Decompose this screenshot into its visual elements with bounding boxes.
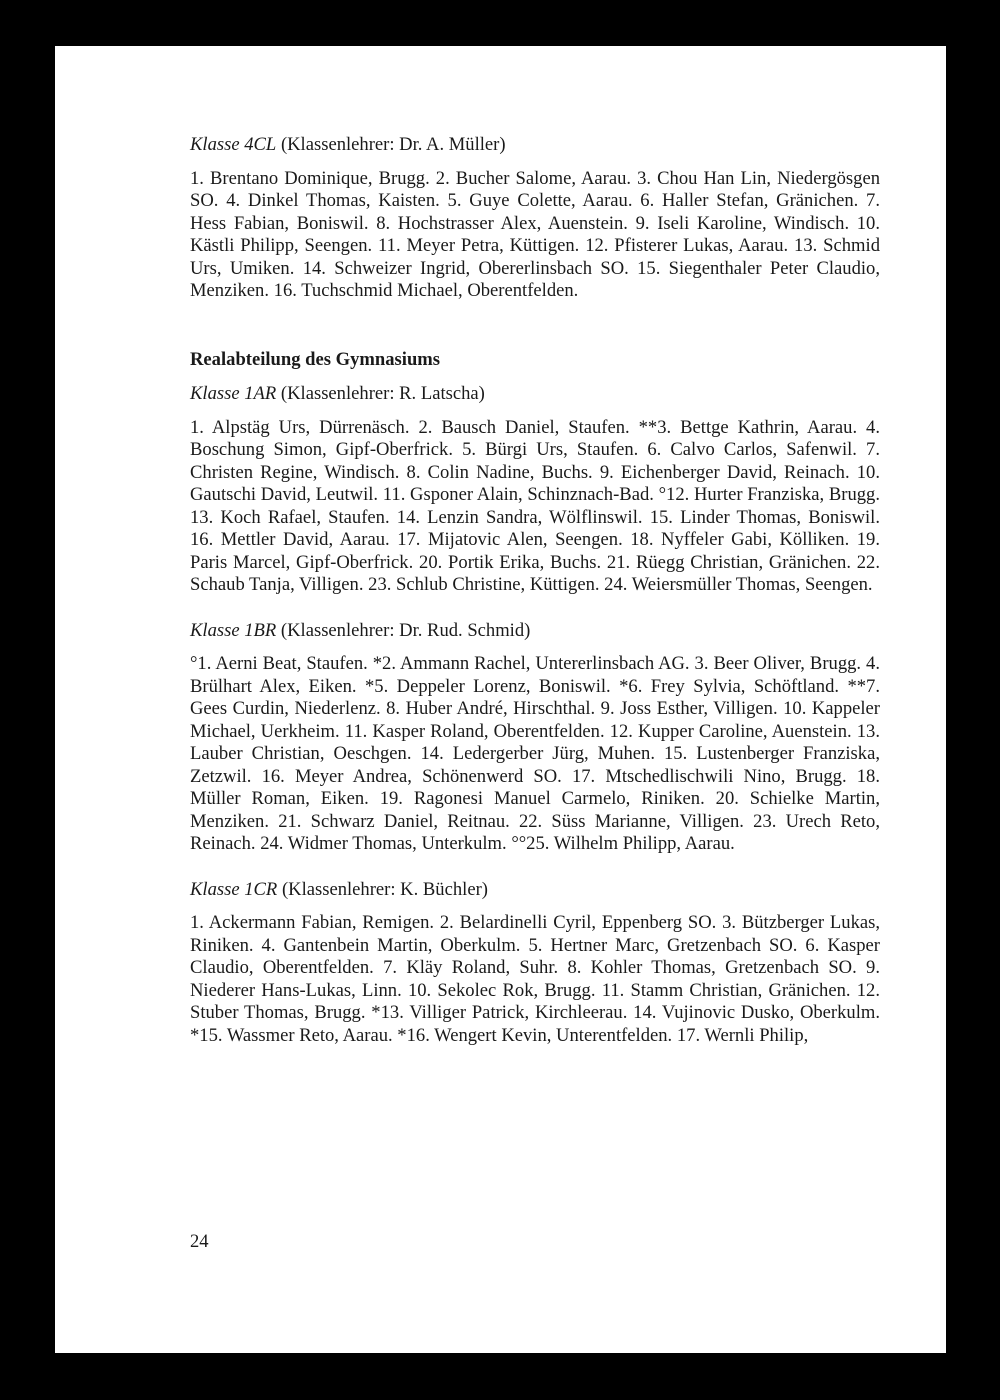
class-1ar-teacher: (Klassenlehrer: R. Latscha) <box>280 383 485 404</box>
class-4cl-students: 1. Brentano Dominique, Brugg. 2. Bucher Salome, Aarau. 3. Chou Han Lin, Niedergösgen SO. 4. Dinkel Thomas, Kaisten. 5. Guye Colette, Aarau. 6. Haller Stefan, Gränichen. 7. Hess Fabian, Boniswil. 8. Hochstrasser Alex, Auenstein. 9. Iseli Karoline, Windisch. 10. Kästli Philipp, Seengen. 11. Meyer Petra, Küttigen. 12. Pfisterer Lukas, Aarau. 13. Schmid Urs, Umiken. 14. Schweizer Ingrid, Obererlinsbach SO. 15. Siegenthaler Peter Claudio, Menziken. 16. Tuchschmid Michael, Oberentfelden. <box>190 167 880 301</box>
class-1cr-header <box>190 879 880 902</box>
page-number: 24 <box>190 1231 209 1252</box>
class-4cl-teacher: (Klassenlehrer: Dr. A. Müller) <box>280 134 506 155</box>
real-section-heading: Realabteilung des Gymnasiums <box>190 348 441 370</box>
class-4cl-header <box>190 134 880 157</box>
class-1br-teacher: (Klassenlehrer: Dr. Rud. Schmid) <box>280 619 531 641</box>
class-1ar-name: Klasse 1AR <box>190 383 277 404</box>
class-1ar-students: 1. Alpstäg Urs, Dürrenäsch. 2. Bausch Daniel, Staufen. **3. Bettge Kathrin, Aarau. 4. Boschung Simon, Gipf-Oberfrick. 5. Bürgi Urs, Staufen. 6. Calvo Carlos, Safenwil. 7. Christen Regine, Windisch. 8. Colin Nadine, Buchs. 9. Eichenberger David, Reinach. 10. Gautschi David, Leutwil. 11. Gsponer Alain, Schinznach-Bad. °12. Hurter Franziska, Brugg. 13. Koch Rafael, Staufen. 14. Lenzin Sandra, Wölflinswil. 15. Linder Thomas, Boniswil. 16. Mettler David, Aarau. 17. Mijatovic Alen, Seengen. 18. Nyffeler Gabi, Kölliken. 19. Paris Marcel, Gipf-Oberfrick. 20. Portik Erika, Buchs. 21. Rüegg Christian, Gränichen. 22. Schaub Tanja, Villigen. 23. Schlub Christine, Küttigen. 24. Weiersmüller Thomas, Seengen. <box>190 416 880 595</box>
class-1cr-name: Klasse 1CR <box>190 878 278 900</box>
class-1cr-teacher: (Klassenlehrer: K. Büchler) <box>281 878 488 900</box>
class-1br-students: °1. Aerni Beat, Staufen. *2. Ammann Rachel, Untererlinsbach AG. 3. Beer Oliver, Brugg. 4. Brülhart Alex, Eiken. *5. Deppeler Lorenz, Boniswil. *6. Frey Sylvia, Schöftland. **7. Gees Curdin, Niederlenz. 8. Huber André, Hirschthal. 9. Joss Esther, Villigen. 10. Kappeler Michael, Uerkheim. 11. Kasper Roland, Oberentfelden. 12. Kupper Caroline, Auenstein. 13. Lauber Christian, Oeschgen. 14. Ledergerber Jürg, Muhen. 15. Lustenberger Franziska, Zetzwil. 16. Meyer Andrea, Schönenwerd SO. 17. Mtschedlischwili Nino, Brugg. 18. Müller Roman, Eiken. 19. Ragonesi Manuel Carmelo, Riniken. 20. Schielke Martin, Menziken. 21. Schwarz Daniel, Reitnau. 22. Süss Marianne, Villigen. 23. Urech Reto, Reinach. 24. Widmer Thomas, Unterkulm. °°25. Wilhelm Philipp, Aarau. <box>190 653 880 854</box>
class-1br-name: Klasse 1BR <box>190 619 277 641</box>
class-1ar-header <box>190 383 880 406</box>
class-1br-header <box>190 620 880 643</box>
page-content <box>190 134 880 1047</box>
document-page <box>55 46 946 1353</box>
class-1cr-students: 1. Ackermann Fabian, Remigen. 2. Belardinelli Cyril, Eppenberg SO. 3. Bützberger Lukas, Riniken. 4. Gantenbein Martin, Oberkulm. 5. Hertner Marc, Gretzenbach SO. 6. Kasper Claudio, Oberentfelden. 7. Kläy Roland, Suhr. 8. Kohler Thomas, Gretzenbach SO. 9. Niederer Hans-Lukas, Linn. 10. Sekolec Rok, Brugg. 11. Stamm Christian, Gränichen. 12. Stuber Thomas, Brugg. *13. Villiger Patrick, Kirchleerau. 14. Vujinovic Dusko, Oberkulm. *15. Wassmer Reto, Aarau. *16. Wengert Kevin, Unterentfelden. 17. Wernli Philip, <box>190 912 880 1046</box>
class-4cl-name: Klasse 4CL <box>190 134 277 155</box>
